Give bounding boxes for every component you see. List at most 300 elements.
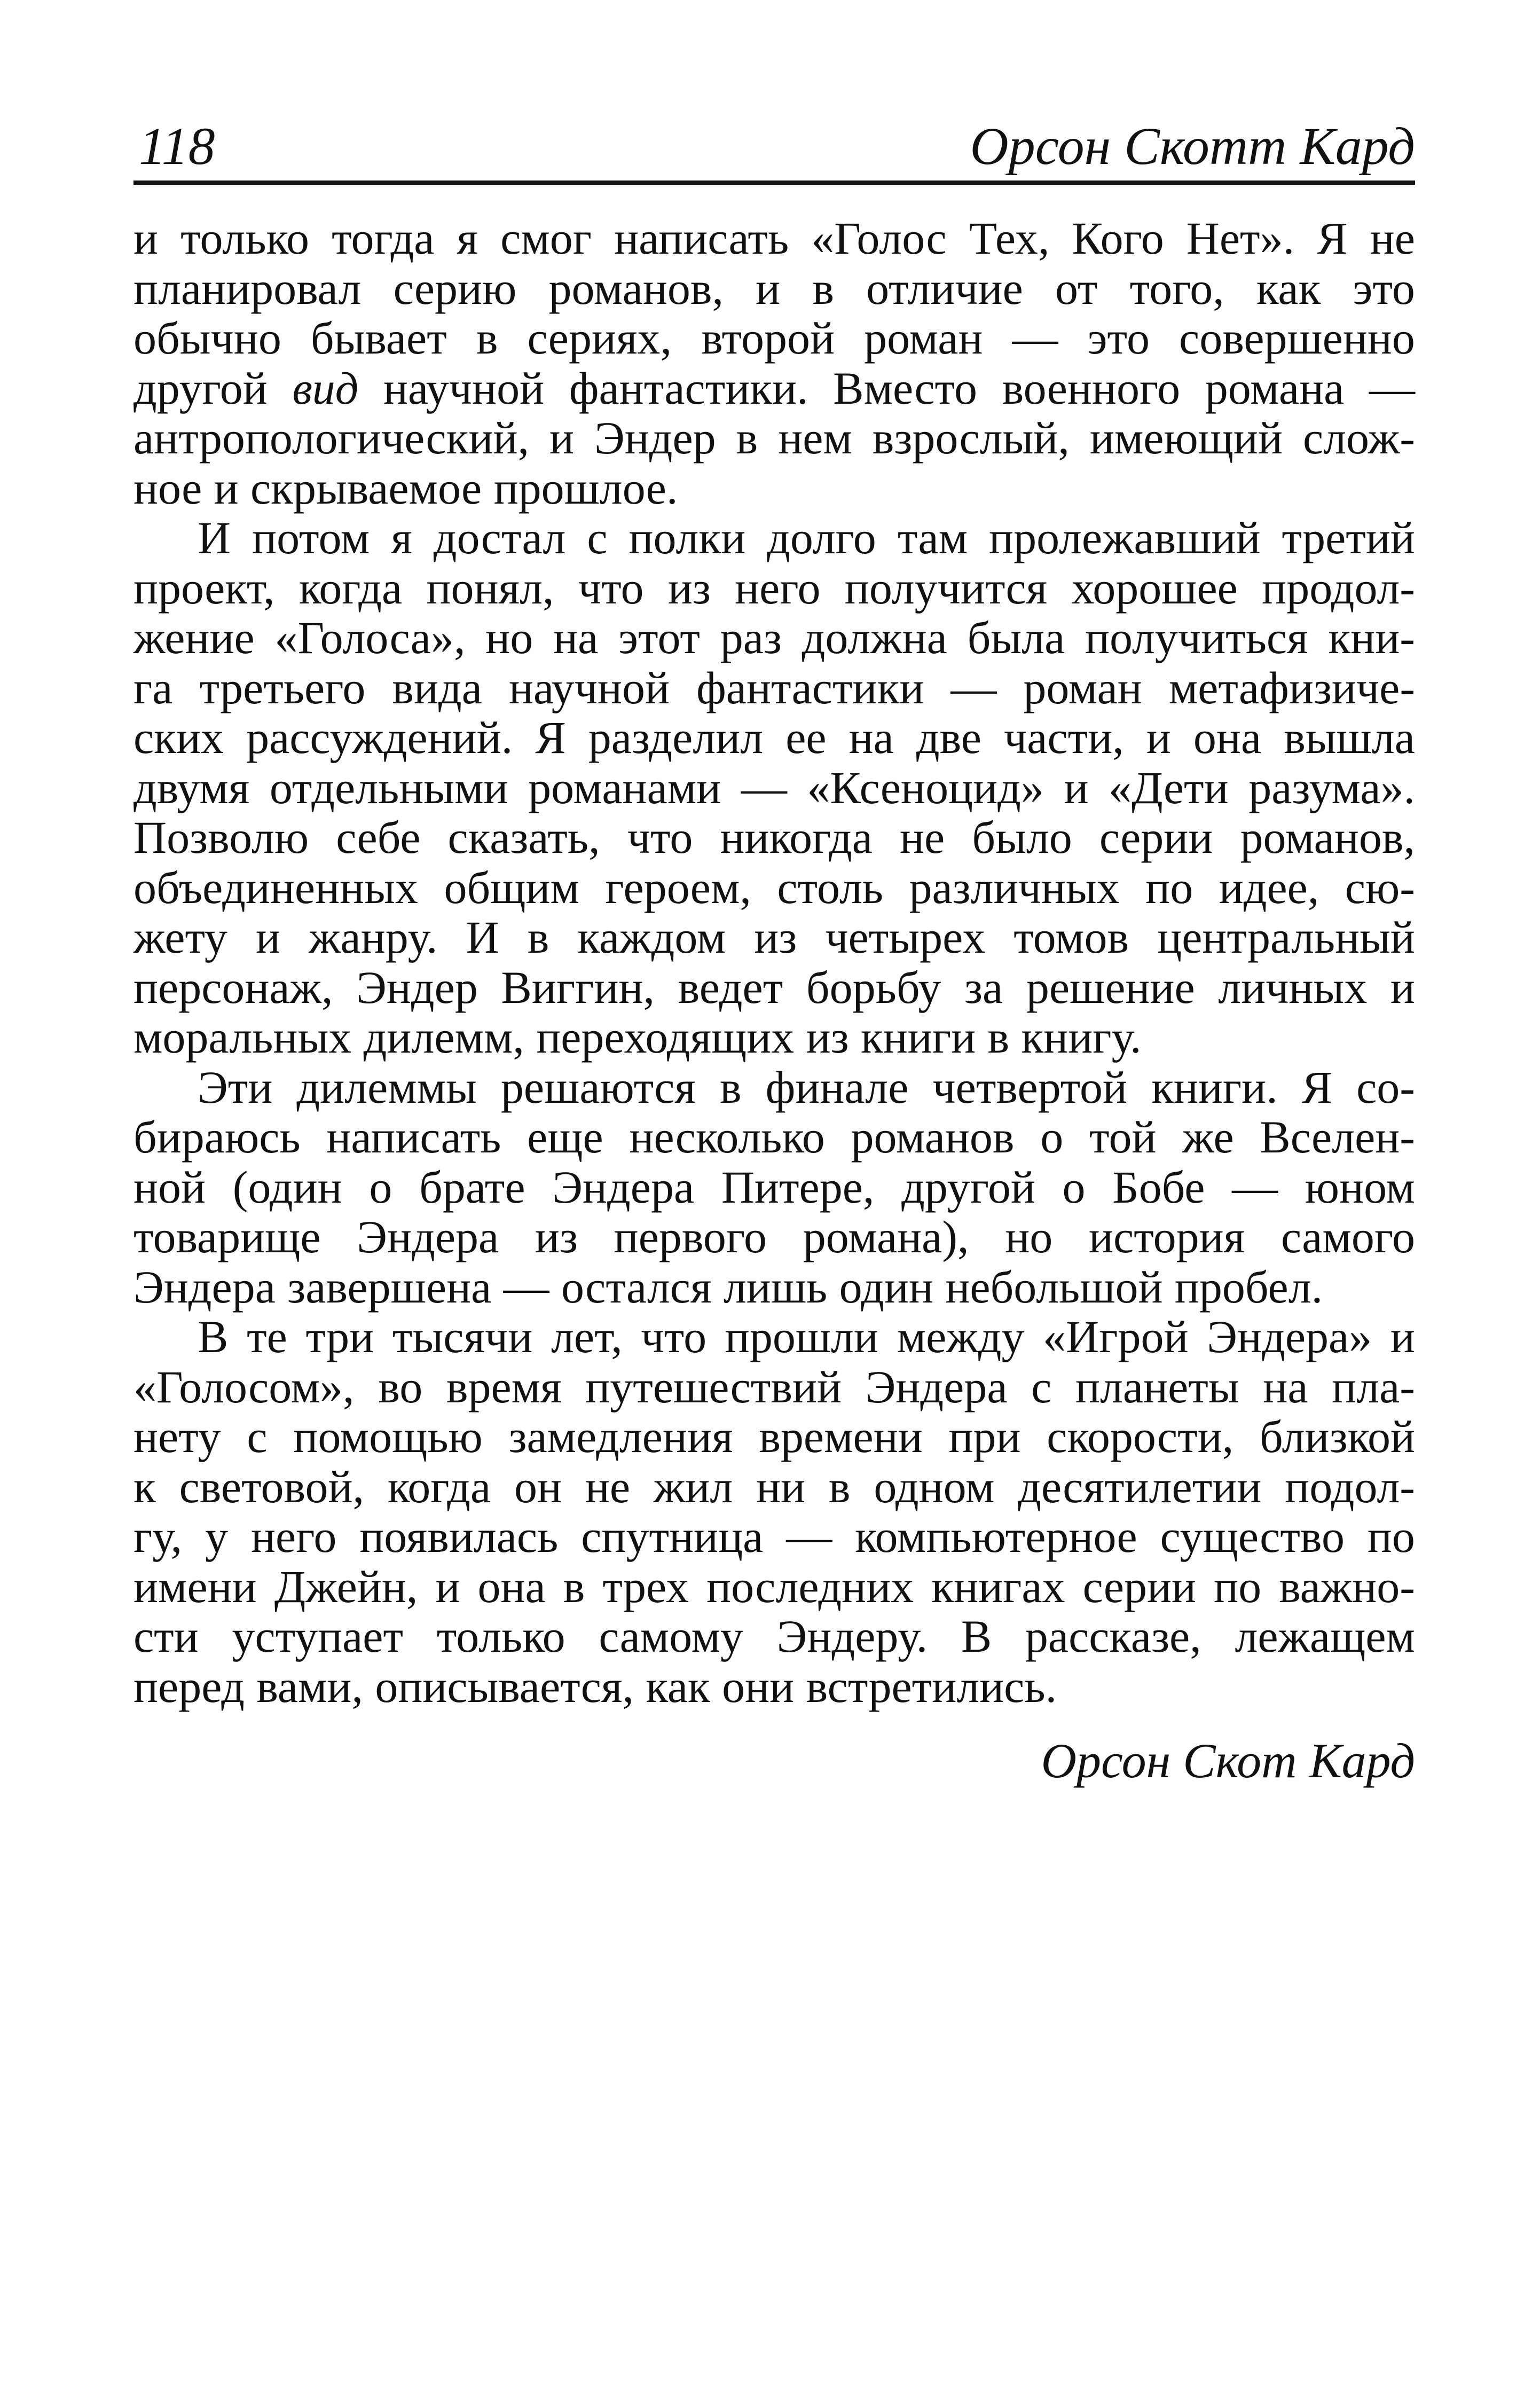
word: потом [252,512,370,563]
word: моральных [133,1011,352,1063]
page-number: 118 [139,116,215,176]
word: еще [527,1111,603,1163]
word: «Голосом», [133,1361,355,1413]
word: героем, [605,861,751,913]
word: я [457,213,478,264]
word: различных [909,861,1120,913]
word: серии [1099,812,1213,863]
word: части, [1004,712,1124,763]
word: — [1369,362,1415,414]
word: него [735,562,821,614]
text-line [133,1412,1415,1462]
word: военного [1002,362,1181,414]
word: из [754,912,797,963]
word: завершена [287,1261,492,1313]
word: «Ксеноцид» [807,762,1044,813]
word: дилеммы [296,1061,477,1113]
word: романа), [803,1211,969,1262]
word: написать [614,213,789,264]
word: замедления [508,1411,733,1462]
word: томов [1013,912,1129,963]
word: второй [701,312,835,364]
word: Питере, [721,1161,875,1213]
word: га [133,662,173,713]
word: нем [778,412,852,464]
word: хорошее [1071,562,1238,614]
text-line [133,264,1415,314]
text-line [133,913,1415,963]
word: лишь [723,1261,828,1313]
word: сти [133,1611,199,1662]
text-line [133,1562,1415,1612]
word: и [1390,1311,1415,1362]
word: что [627,812,693,863]
word: книги. [1151,1061,1278,1113]
word: с [587,512,608,563]
word: продол- [1262,562,1415,614]
word: и [1064,762,1089,813]
text-line [133,1362,1415,1413]
text-line [133,1612,1415,1662]
text-line [133,1462,1415,1512]
word: И [466,912,499,963]
word: написать [326,1111,501,1163]
word: сю- [1345,861,1415,913]
word: дилемм, [363,1011,524,1063]
word: бывает [310,312,447,364]
text-line [133,513,1415,563]
word: — [503,1261,549,1313]
word: только [180,213,309,264]
word: же [1182,1111,1234,1163]
word: той [1089,1111,1157,1163]
word: когда [387,1461,491,1512]
word: жил [653,1461,733,1512]
word: столь [777,861,883,913]
word: научной [383,362,545,414]
word: времени [759,1411,923,1462]
word: не [1370,213,1415,264]
word: — [741,762,787,813]
word: уступает [232,1611,404,1662]
word: двумя [133,762,250,813]
word: у [205,1511,229,1562]
word: тогда [332,213,435,264]
word: романов, [548,262,724,314]
word: по [1214,1560,1262,1612]
word: личных [1218,961,1368,1013]
word: Я [1317,213,1348,264]
word: последних [706,1560,914,1612]
word: подол- [1285,1461,1415,1512]
word: между [897,1311,1025,1362]
word: другой [133,362,268,414]
word: отличие [866,262,1023,314]
word: должна [802,612,947,663]
word: это [1353,262,1415,314]
word: в [987,1011,1010,1063]
word: гу, [133,1511,183,1562]
word: «Голоса», [274,612,466,663]
word: тысячи [392,1311,533,1362]
word: — [1012,312,1058,364]
word: скорости, [1047,1411,1234,1462]
word: понял, [426,562,554,614]
word: о [1062,1161,1086,1213]
word: с [247,1411,268,1462]
word: товарище [133,1211,321,1262]
text-line [133,464,1415,514]
word: идее, [1219,861,1319,913]
word: было [972,812,1072,863]
word: была [967,612,1065,663]
word: но [485,612,533,663]
word: в [563,1560,585,1612]
word: небольшой [945,1261,1163,1313]
word: и [1390,961,1415,1013]
word: одном [874,1461,995,1512]
word: вами, [256,1660,363,1712]
word: при [948,1411,1021,1462]
word: во [378,1361,423,1413]
paragraph [133,1312,1415,1712]
word: романов [851,1111,1015,1163]
word: Эндер [356,961,478,1013]
word: в [828,1461,851,1512]
word: себе [336,812,421,863]
word: книгу. [1021,1011,1142,1063]
word: Я [535,712,566,763]
word: нету [133,1411,221,1462]
word: персонаж, [133,961,333,1013]
word: они [722,1660,795,1712]
text-line [133,1262,1415,1313]
word: появилась [359,1511,559,1562]
word: «Голос [811,213,947,264]
word: решение [1026,961,1195,1013]
word: объединенных [133,861,418,913]
word: Виггин, [501,961,655,1013]
word: Эти [198,1061,273,1113]
word: Я [1301,1061,1333,1113]
word: сказать, [447,812,600,863]
word: получится [844,562,1048,614]
word: и [1146,712,1171,763]
word: полки [628,512,746,563]
word: жанру. [309,912,438,963]
word: за [964,961,1003,1013]
word: ее [785,712,827,763]
paragraph [133,513,1415,1063]
word: лежащем [1235,1611,1415,1662]
word: не [585,1461,631,1512]
word: самого [1281,1211,1415,1262]
word: четвертой [932,1061,1128,1113]
word: существо [1160,1511,1345,1562]
word: в [476,312,498,364]
word: Позволю [133,812,309,863]
word: — [950,662,997,713]
word: встретились. [806,1660,1057,1712]
word: И [198,512,231,563]
word: от [1055,262,1098,314]
word: только [436,1611,565,1662]
word: в [812,262,834,314]
word: из [535,1211,578,1262]
body-text [133,214,1415,1712]
word: четырех [825,912,986,963]
page-header [133,107,1415,182]
word: (один [232,1161,342,1213]
word: на [1263,1361,1308,1413]
word: финале [765,1061,909,1113]
word: бираюсь [133,1111,301,1163]
author-signature: Орсон Скот Кард [1041,1733,1415,1788]
word: самому [599,1611,743,1662]
paragraph [133,1063,1415,1313]
word: остался [561,1261,712,1313]
text-line [133,663,1415,713]
word: Эндера [865,1361,1008,1413]
text-line [133,413,1415,464]
word: те [247,1311,287,1362]
word: жение [133,612,255,663]
word: две [916,712,981,763]
word: описывается, [375,1660,634,1712]
word: как [1256,262,1321,314]
text-line [133,1312,1415,1362]
word: десятилетии [1018,1461,1262,1512]
word: того, [1129,262,1224,314]
word: слож- [1302,412,1415,464]
word: разума». [1248,762,1415,813]
word: на [848,712,894,763]
word: метафизиче- [1168,662,1415,713]
word: — [786,1511,832,1562]
word: кни- [1328,612,1415,663]
word: история [1089,1211,1245,1262]
word: достал [433,512,566,563]
word: каждом [577,912,726,963]
word: планировал [133,262,362,314]
text-line [133,364,1415,414]
word: спутница [581,1511,764,1562]
word: первого [614,1211,767,1262]
paragraph [133,214,1415,513]
word: это [1087,312,1150,364]
word: в [736,412,758,464]
word: Эндер [594,412,716,464]
word: «Игрой [1043,1311,1189,1362]
word: этот [618,612,700,663]
word: что [641,1311,707,1362]
word: научной [508,662,670,713]
word: взрослый, [872,412,1070,464]
word: другой [901,1161,1035,1213]
word: и [756,262,781,314]
word: роман [1023,662,1142,713]
word: рассуждений. [246,712,513,763]
word: книги [861,1011,976,1063]
word: в [719,1061,742,1113]
word: что [578,562,644,614]
word: когда [298,562,403,614]
word: рассказе, [1025,1611,1201,1662]
word: он [514,1461,562,1512]
word: совершенно [1179,312,1415,364]
word: борьбу [806,961,941,1013]
book-page [133,107,1415,1787]
word: Нет». [1186,213,1295,264]
word: ной [133,1161,206,1213]
word: близкой [1260,1411,1415,1462]
word: отдельными [269,762,508,813]
text-line [133,1112,1415,1163]
word: путешествий [585,1361,842,1413]
text-line [133,1163,1415,1213]
text-line [133,763,1415,813]
word: общим [444,861,579,913]
word: раз [720,612,782,663]
text-line [133,214,1415,264]
word: Бобе [1112,1161,1205,1213]
word: ведет [678,961,783,1013]
word: не [900,812,945,863]
word: проект, [133,562,275,614]
word: Вселен- [1260,1111,1415,1163]
text-line [133,613,1415,663]
word: третьего [199,662,366,713]
word: скрываемое [250,462,482,514]
text-line [133,1512,1415,1562]
word: романа [1205,362,1345,414]
word: по [1367,1511,1415,1562]
word: я [391,512,412,563]
word: фантастики. [569,362,808,414]
word: она [1193,712,1262,763]
word: и [435,1560,460,1612]
word: ни [756,1461,806,1512]
word: время [446,1361,562,1413]
word: имени [133,1560,257,1612]
word: со- [1356,1061,1415,1113]
word: серию [393,262,517,314]
word: получиться [1085,612,1308,663]
word: и [133,213,159,264]
word: имеющий [1089,412,1283,464]
word: роман [864,312,983,364]
word: него [251,1511,337,1562]
word: трех [602,1560,689,1612]
word: вида [392,662,482,713]
word: Кого [1072,213,1164,264]
text-line [133,1212,1415,1262]
word: Эндера [133,1261,276,1313]
word: вышла [1284,712,1415,763]
word: В [961,1611,992,1662]
word: никогда [720,812,873,863]
word: пробел. [1174,1261,1323,1313]
word: решаются [500,1061,696,1113]
text-line [133,313,1415,364]
word: ное [133,462,202,514]
word: «Дети [1109,762,1229,813]
word: юном [1305,1161,1415,1213]
word: сериях, [527,312,672,364]
word: но [1005,1211,1053,1262]
word: важно- [1279,1560,1415,1612]
text-line [133,563,1415,614]
word: прошлое. [493,462,678,514]
word: В [198,1311,229,1362]
word: световой, [179,1461,365,1512]
word: Эндера [552,1161,695,1213]
word: обычно [133,312,281,364]
word: фантастики [696,662,924,713]
text-line [133,1662,1415,1712]
word: планеты [1075,1361,1239,1413]
word: вид [292,362,359,414]
word: и [214,462,239,514]
word: разделил [588,712,764,763]
word: Тех, [969,213,1050,264]
word: лет, [551,1311,623,1362]
word: переходящих [536,1011,795,1063]
word: Эндера» [1207,1311,1372,1362]
word: несколько [629,1111,825,1163]
word: антропологический, [133,412,529,464]
text-line [133,1013,1415,1063]
word: долго [767,512,876,563]
word: и [549,412,574,464]
word: из [667,562,711,614]
word: — [1232,1161,1278,1213]
word: прошли [725,1311,878,1362]
word: там [897,512,968,563]
word: о [369,1161,392,1213]
word: третий [1282,512,1415,563]
word: жету [133,912,227,963]
word: романов, [1240,812,1415,863]
word: ских [133,712,224,763]
word: на [553,612,599,663]
word: с [1031,1361,1052,1413]
word: серии [1082,1560,1197,1612]
text-line [133,713,1415,763]
word: компьютерное [855,1511,1137,1562]
word: центральный [1157,912,1415,963]
word: из [806,1011,849,1063]
word: Эндеру. [776,1611,928,1662]
word: книгах [931,1560,1065,1612]
word: она [477,1560,546,1612]
word: пролежавший [989,512,1261,563]
word: Эндера [357,1211,499,1262]
text-line [133,1063,1415,1113]
word: как [646,1660,710,1712]
word: о [1040,1111,1064,1163]
word: смог [500,213,592,264]
word: перед [133,1660,245,1712]
word: романами [528,762,721,813]
word: и [256,912,281,963]
header-rule [133,181,1415,185]
word: пла- [1332,1361,1415,1413]
running-title: Орсон Скотт Кард [970,116,1415,176]
word: Джейн, [274,1560,418,1612]
text-line [133,963,1415,1013]
text-line [133,863,1415,913]
